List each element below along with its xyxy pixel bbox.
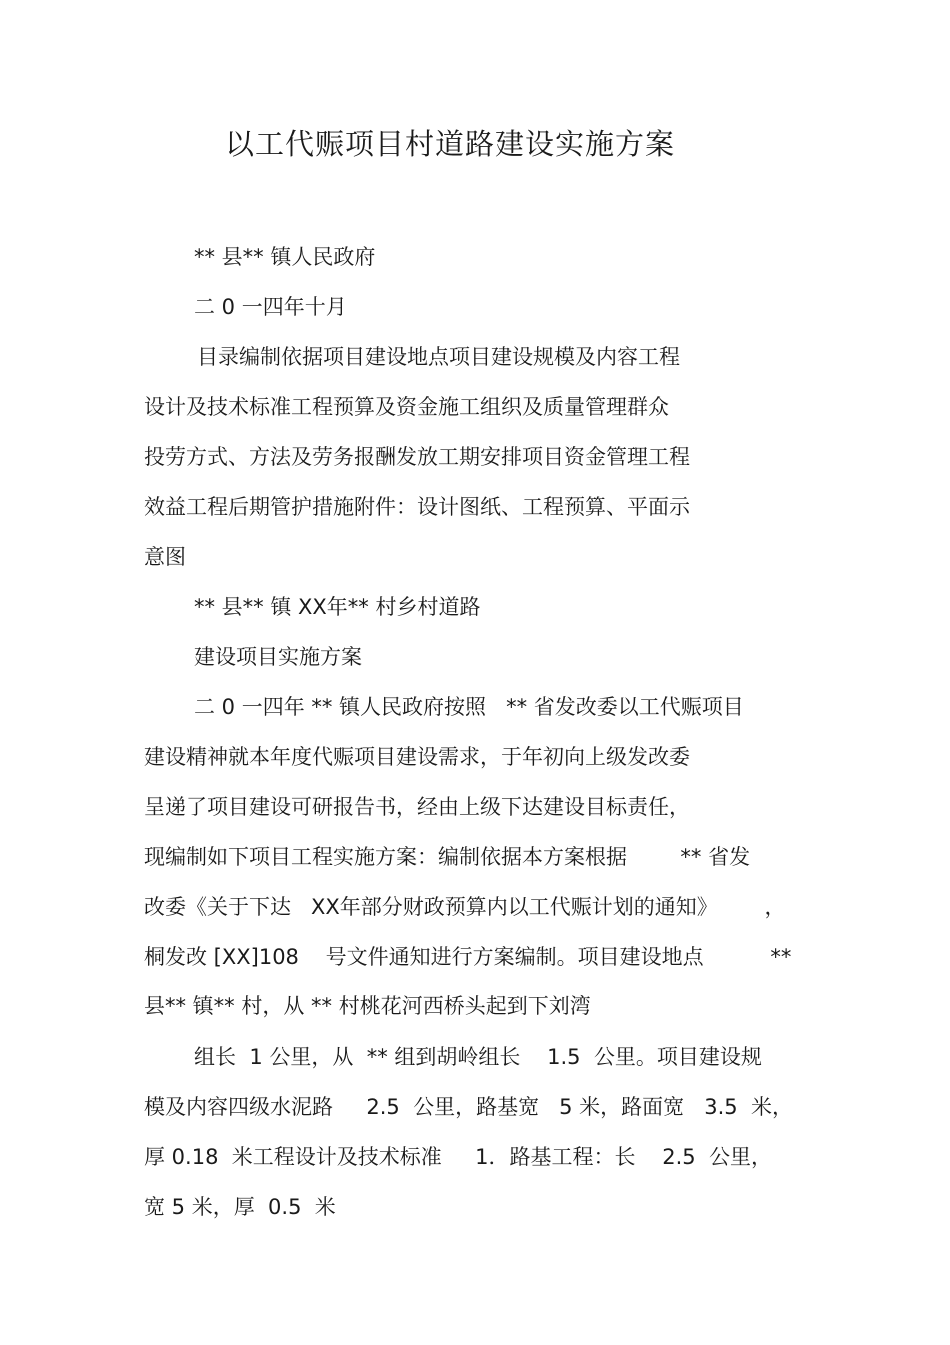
body-line-5: 改委《关于下达 XX年部分财政预算内以工代赈计划的通知》 ， [144,895,786,919]
toc-line-1: 目录编制依据项目建设地点项目建设规模及内容工程 [197,345,680,369]
body-line-3: 呈递了项目建设可研报告书，经由上级下达建设目标责任， [144,795,690,819]
date-line: 二 0 一四年十月 [194,295,347,319]
issuer-line: ** 县** 镇人民政府 [194,245,376,269]
body-line-7: 县** 镇** 村，从 ** 村桃花河西桥头起到下刘湾 [144,994,591,1018]
body-line-10: 厚 0.18 米工程设计及技术标准 1．路基工程：长 2.5 公里， [144,1145,772,1169]
body-line-1: 二 0 一四年 ** 镇人民政府按照 ** 省发改委以工代赈项目 [194,695,744,719]
toc-line-4: 效益工程后期管护措施附件：设计图纸、工程预算、平面示 [144,495,690,519]
body-line-11: 宽 5 米，厚 0.5 米 [144,1195,336,1219]
body-line-2: 建设精神就本年度代赈项目建设需求，于年初向上级发改委 [144,745,690,769]
body-line-4: 现编制如下项目工程实施方案：编制依据本方案根据 ** 省发 [144,845,751,869]
document-title: 以工代赈项目村道路建设实施方案 [224,127,675,161]
toc-line-3: 投劳方式、方法及劳务报酬发放工期安排项目资金管理工程 [144,445,690,469]
body-line-9: 模及内容四级水泥路 2.5 公里，路基宽 5 米，路面宽 3.5 米， [144,1095,793,1119]
subtitle-line-2: 建设项目实施方案 [194,645,362,669]
toc-line-2: 设计及技术标准工程预算及资金施工组织及质量管理群众 [144,395,669,419]
body-line-6: 桐发改 [XX]108 号文件通知进行方案编制。项目建设地点 ** [144,945,792,969]
subtitle-line-1: ** 县** 镇 XX年** 村乡村道路 [194,595,481,619]
body-line-8: 组长 1 公里，从 ** 组到胡岭组长 1.5 公里。项目建设规 [194,1045,762,1069]
toc-line-5: 意图 [144,545,186,569]
